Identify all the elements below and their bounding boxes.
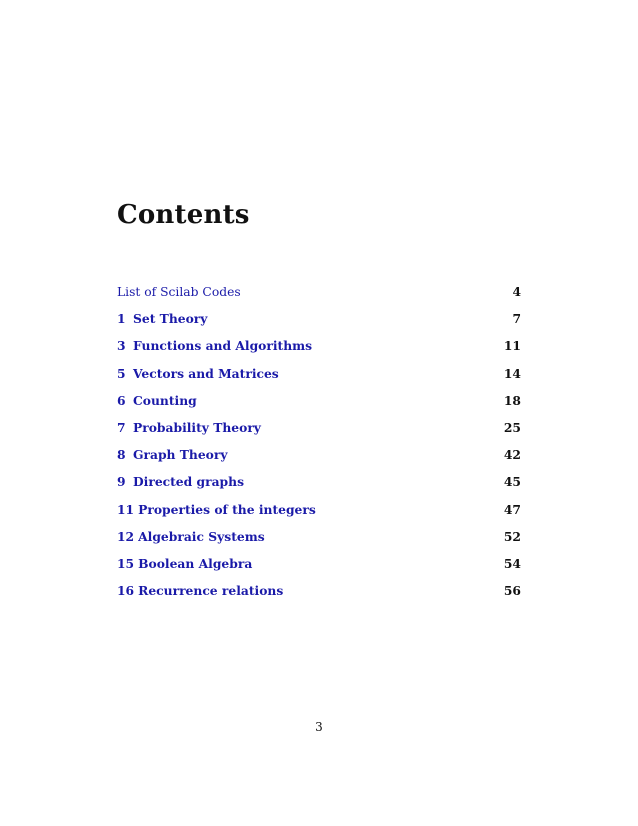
chapter-number: 7	[117, 419, 126, 435]
page-title: Contents	[117, 200, 250, 230]
toc-entry-page: 45	[503, 474, 521, 490]
toc-entry-page: 4	[512, 284, 521, 299]
toc-entry-page: 14	[503, 365, 521, 381]
chapter-number: 6	[117, 392, 126, 408]
toc-entry-title: List of Scilab Codes	[117, 285, 241, 299]
chapter-number: 1	[117, 311, 126, 327]
chapter-number: 11	[117, 501, 135, 517]
toc-entry-chapter-8[interactable]	[117, 447, 521, 474]
toc-entry-page: 18	[503, 392, 521, 408]
toc-entry-page: 56	[503, 583, 521, 599]
toc-entry-title: 15 Boolean Algebra	[117, 555, 253, 571]
chapter-number: 9	[117, 474, 126, 490]
toc-entry-list-of-scilab-codes[interactable]	[117, 284, 521, 311]
toc-entry-page: 54	[503, 555, 521, 571]
toc-entry-title: 7 Probability Theory	[117, 419, 261, 435]
toc-entry-title: 5 Vectors and Matrices	[117, 365, 279, 381]
toc-entry-page: 47	[503, 501, 521, 517]
toc-entry-chapter-12[interactable]	[117, 529, 521, 556]
table-of-contents	[117, 284, 521, 610]
toc-entry-chapter-7[interactable]	[117, 420, 521, 447]
toc-entry-chapter-3[interactable]	[117, 338, 521, 365]
toc-entry-chapter-5[interactable]	[117, 366, 521, 393]
chapter-number: 5	[117, 365, 126, 381]
toc-entry-title: 16 Recurrence relations	[117, 583, 284, 599]
toc-entry-title: 6 Counting	[117, 392, 197, 408]
chapter-number: 16	[117, 583, 135, 599]
toc-entry-title: 11 Properties of the integers	[117, 501, 316, 517]
toc-entry-title: 1 Set Theory	[117, 311, 208, 327]
chapter-number: 12	[117, 528, 135, 544]
toc-entry-chapter-1[interactable]	[117, 311, 521, 338]
toc-entry-chapter-11[interactable]	[117, 502, 521, 529]
toc-entry-chapter-16[interactable]	[117, 583, 521, 610]
chapter-number: 3	[117, 338, 126, 354]
toc-entry-title: 9 Directed graphs	[117, 474, 245, 490]
toc-entry-title: 8 Graph Theory	[117, 447, 228, 463]
chapter-number: 15	[117, 555, 135, 571]
toc-entry-page: 52	[503, 528, 521, 544]
toc-entry-page: 7	[512, 311, 521, 327]
toc-entry-title: 12 Algebraic Systems	[117, 528, 265, 544]
toc-entry-chapter-9[interactable]	[117, 474, 521, 501]
toc-entry-title: 3 Functions and Algorithms	[117, 338, 313, 354]
toc-entry-page: 11	[503, 338, 521, 354]
toc-entry-chapter-15[interactable]	[117, 556, 521, 583]
toc-entry-chapter-6[interactable]	[117, 393, 521, 420]
page-number: 3	[315, 720, 323, 734]
toc-entry-page: 25	[503, 419, 521, 435]
toc-entry-page: 42	[503, 447, 521, 463]
chapter-number: 8	[117, 447, 126, 463]
